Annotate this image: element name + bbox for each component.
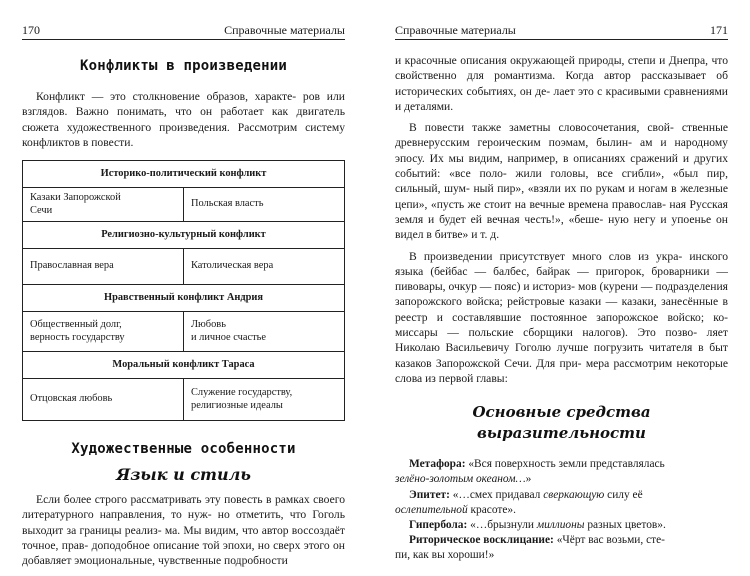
left-page-number: 170 [22,23,40,37]
table-row [23,188,345,222]
list-item: Метафора: «Вся поверхность земли представлялась зелёно-золотым океаном…» [395,458,665,486]
expressive-means-title [395,402,728,444]
conflicts-intro-paragraph: Конфликт — это столкновение образов, характе- ров или взглядов. Важно понимать, что он работает как двигатель сюжета художественного произведения. Рассмотрим систему конфликтов в повести. [22,90,345,149]
epic-phrases-paragraph: В повести также заметны словосочетания, свой- ственные древнерусским героическим поэмам, былин- ам и народному эпосу. Их мы видим, например, в описаниях сражений и других событий: «все поло- жили головы, все сгибли», «был пир, сильный, шум- ный пир», «взяли их по рукам и ногам в железные цепи», «пусть же стоит на вечные времена православ- ная Русская земля и будет ей вечная честь!», «беше- ную негу и упоенье он видел в битве» и т. д. [395,121,729,242]
table-row [23,161,345,188]
right-header-rule [395,39,728,40]
table-row [23,222,345,249]
language-style-subtitle: Язык и стиль [116,465,251,485]
conflict-side-right: Любовь и личное счастье [184,312,345,352]
conflict-side-left: Отцовская любовь [23,379,184,421]
list-item: Гипербола: «…брызнули миллионы разных цветов». [409,519,666,532]
conflict-side-left: Общественный долг, верность государству [23,312,184,352]
conflicts-section-title: Конфликты в произведении [79,58,288,74]
table-row [23,352,345,379]
conflict-table [22,160,345,421]
artistic-features-title: Художественные особенности [71,441,296,458]
table-row [23,285,345,312]
table-row [23,379,345,421]
right-running-head: Справочные материалы [395,23,516,37]
list-item: Риторическое восклицание: «Чёрт вас возьми, сте- пи, как вы хороши!» [395,534,665,562]
conflict-side-right: Польская власть [184,188,345,222]
epithet-label: Эпитет: [409,488,450,501]
conflict-heading: Историко-политический конфликт [23,161,345,188]
table-row [23,249,345,285]
conflict-side-left: Казаки Запорожской Сечи [23,188,184,222]
metaphor-label: Метафора: [409,458,466,471]
expressive-means-title-line2: выразительности [477,424,646,443]
right-page [375,0,750,576]
conflict-side-right: Католическая вера [184,249,345,285]
right-page-header [395,0,728,36]
right-page-number: 171 [710,23,728,37]
expressive-means-title-line1: Основные средства [472,403,651,422]
expressive-means-list [395,457,728,563]
conflict-heading: Моральный конфликт Тараса [23,352,345,379]
conflict-side-right: Служение государству, религиозные идеалы [184,379,345,421]
list-item: Эпитет: «…смех придавал сверкающую силу её ослепительной красоте». [395,488,643,516]
left-running-head: Справочные материалы [224,23,345,37]
left-page-header [22,0,345,36]
conflict-heading: Нравственный конфликт Андрия [23,285,345,312]
conflict-side-left: Православная вера [23,249,184,285]
language-style-paragraph: Если более строго рассматривать эту повесть в рамках своего литературного направления, то нуж- но отметить, что Гоголь выходит за границы реализ- ма. Мы видим, что автор воссоздаёт точное, прав- доподобное описание той эпохи, но сверх этого он добавляет эмоциональные, чувственные подробности [22,493,346,568]
rhetorical-label: Риторическое восклицание: [409,534,554,547]
left-header-rule [22,39,345,40]
hyperbole-label: Гипербола: [409,519,468,532]
romanticism-paragraph: и красочные описания окружающей природы, степи и Днепра, что свойственно для романтизма. Когда автор рассказывает об исторических событиях, он де- лает это с красивыми сравнениями и деталями. [395,54,729,113]
conflict-heading: Религиозно-культурный конфликт [23,222,345,249]
ukrainian-words-paragraph: В произведении присутствует много слов из укра- инского языка (бейбас — балбес, байрак — пригорок, броварники — пивовары, очкур — пояс) и историз- мов (курени — подразделения запорожского войска; рейстровые казаки — казаки, занесённые в реестр и составлявшие постоянное запорожское войско; ко- миссары — польские сборщики налогов). Это позво- ляет Николаю Васильевичу Гоголю лучше погрузить читателя в быт казаков Запорожской Сечи. Для при- мера рассмотрим некоторые слова из первой главы: [395,249,729,385]
table-row [23,312,345,352]
